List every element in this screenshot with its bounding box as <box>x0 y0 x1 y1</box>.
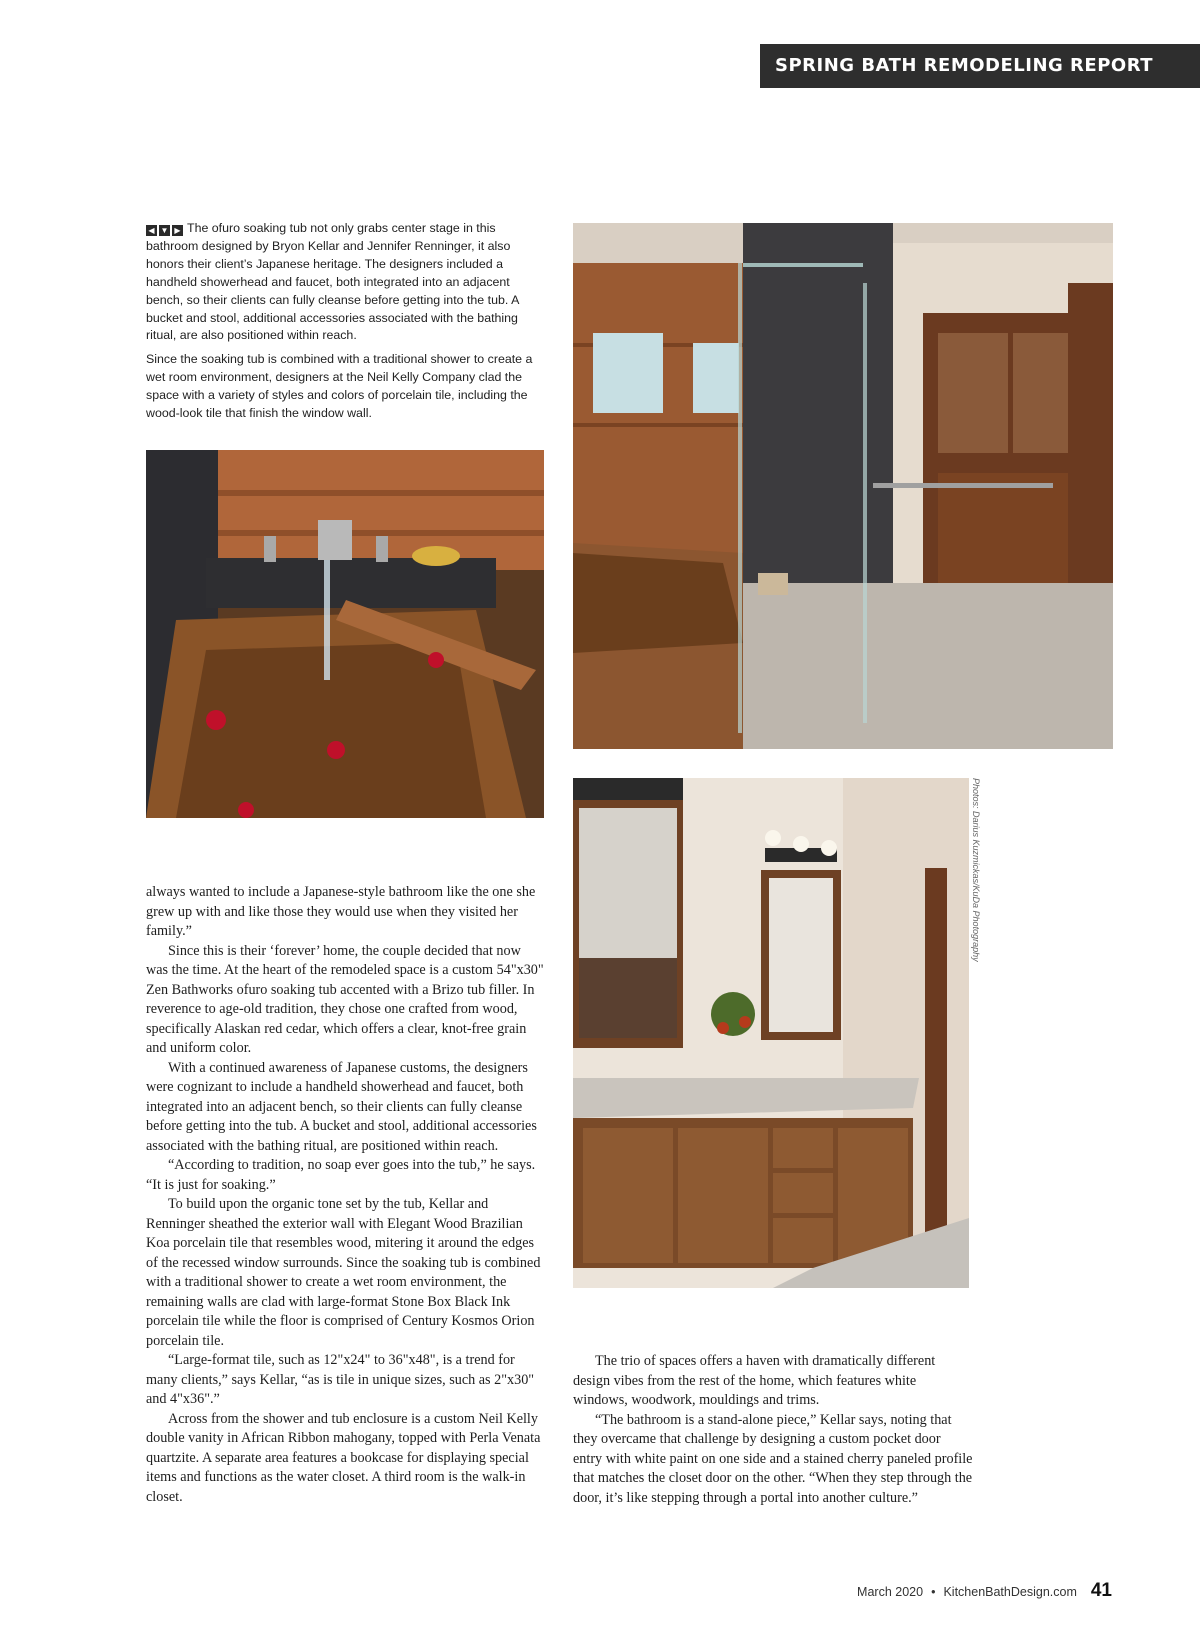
website-link[interactable]: KitchenBathDesign.com <box>943 1585 1077 1599</box>
arrow-left-icon: ◀ <box>146 225 157 236</box>
paragraph: With a continued awareness of Japanese customs, the designers were cognizant to include a handheld showerhead and faucet, both integrated into an adjacent bench, so their clients can fully cleanse before getting into the tub. A bucket and stool, additional accessories associated with the bathing ritual, are positioned within reach. <box>146 1059 537 1154</box>
tub-photo <box>146 450 544 818</box>
shower-photo <box>573 223 1113 749</box>
caption-arrows <box>146 225 183 236</box>
paragraph: Across from the shower and tub enclosure is a custom Neil Kelly double vanity in African Ribbon mahogany, topped with Perla Venata quartzite. A separate area features a bookcase for displaying special items and functions as the water closet. A third room is the walk-in closet. <box>146 1410 541 1505</box>
paragraph: Since this is their ‘forever’ home, the couple decided that now was the time. At the heart of the remodeled space is a custom 54"x30" Zen Bathworks ofuro soaking tub accented with a Brizo tub filler. In reverence to age-old tradition, they chose one crafted from wood, specifically Alaskan red cedar, which offers a clear, knot-free grain and uniform color. <box>146 942 544 1056</box>
paragraph: “Large-format tile, such as 12"x24" to 36"x48", is a trend for many clients,” says Kellar, “as is tile in unique sizes, such as 2"x30" and 4"x36".” <box>146 1352 535 1407</box>
page-footer <box>857 1580 1112 1602</box>
section-banner: SPRING BATH REMODELING REPORT <box>760 44 1200 88</box>
photo-credit: Photos: Darius Kuzmickas/KuDa Photography <box>971 778 981 962</box>
paragraph: always wanted to include a Japanese-style bathroom like the one she grew up with and like those they would use when they visited her family.” <box>146 884 536 939</box>
paragraph: To build upon the organic tone set by the tub, Kellar and Renninger sheathed the exterior wall with Elegant Wood Brazilian Koa porcelain tile that resembles wood, mitering it around the edges of the recessed window surrounds. Since the soaking tub is combined with a traditional shower to create a wet room environment, the remaining walls are clad with large-format Stone Box Black Ink porcelain tile while the floor is comprised of Century Kosmos Orion porcelain tile. <box>146 1196 541 1349</box>
article-left-column <box>146 883 544 1507</box>
issue-date: March 2020 <box>857 1585 924 1599</box>
article-right-column <box>573 1352 973 1508</box>
paragraph: “According to tradition, no soap ever goes into the tub,” he says. “It is just for soaking.” <box>146 1157 536 1193</box>
paragraph: “The bathroom is a stand-alone piece,” Kellar says, noting that they overcame that challenge by designing a custom pocket door entry with white paint on one side and a stained cherry paneled profile that matches the closet door on the other. “When they step through the door, it’s like stepping through a portal into another culture.” <box>573 1411 973 1506</box>
footer-separator: • <box>931 1585 936 1599</box>
caption-paragraph-1 <box>146 220 546 345</box>
paragraph: The trio of spaces offers a haven with dramatically different design vibes from the rest of the home, which features white windows, woodwork, mouldings and trims. <box>573 1353 936 1408</box>
caption-paragraph-2: Since the soaking tub is combined with a traditional shower to create a wet room environment, designers at the Neil Kelly Company clad the space with a variety of styles and colors of porcelain tile, including the wood-look tile that finish the window wall. <box>146 352 533 421</box>
arrow-right-icon: ▶ <box>172 225 183 236</box>
caption-text-1: The ofuro soaking tub not only grabs center stage in this bathroom designed by Bryon Kellar and Jennifer Renninger, it also honors their client’s Japanese heritage. The designers included a handheld showerhead and faucet, both integrated into an adjacent bench, so their clients can fully cleanse before getting into the tub. A bucket and stool, additional accessories associated with the bathing ritual, are also positioned within reach. <box>146 221 519 343</box>
arrow-down-icon: ▼ <box>160 226 169 235</box>
photo-caption <box>146 220 546 429</box>
vanity-photo <box>573 778 969 1288</box>
page-number: 41 <box>1090 1580 1112 1601</box>
